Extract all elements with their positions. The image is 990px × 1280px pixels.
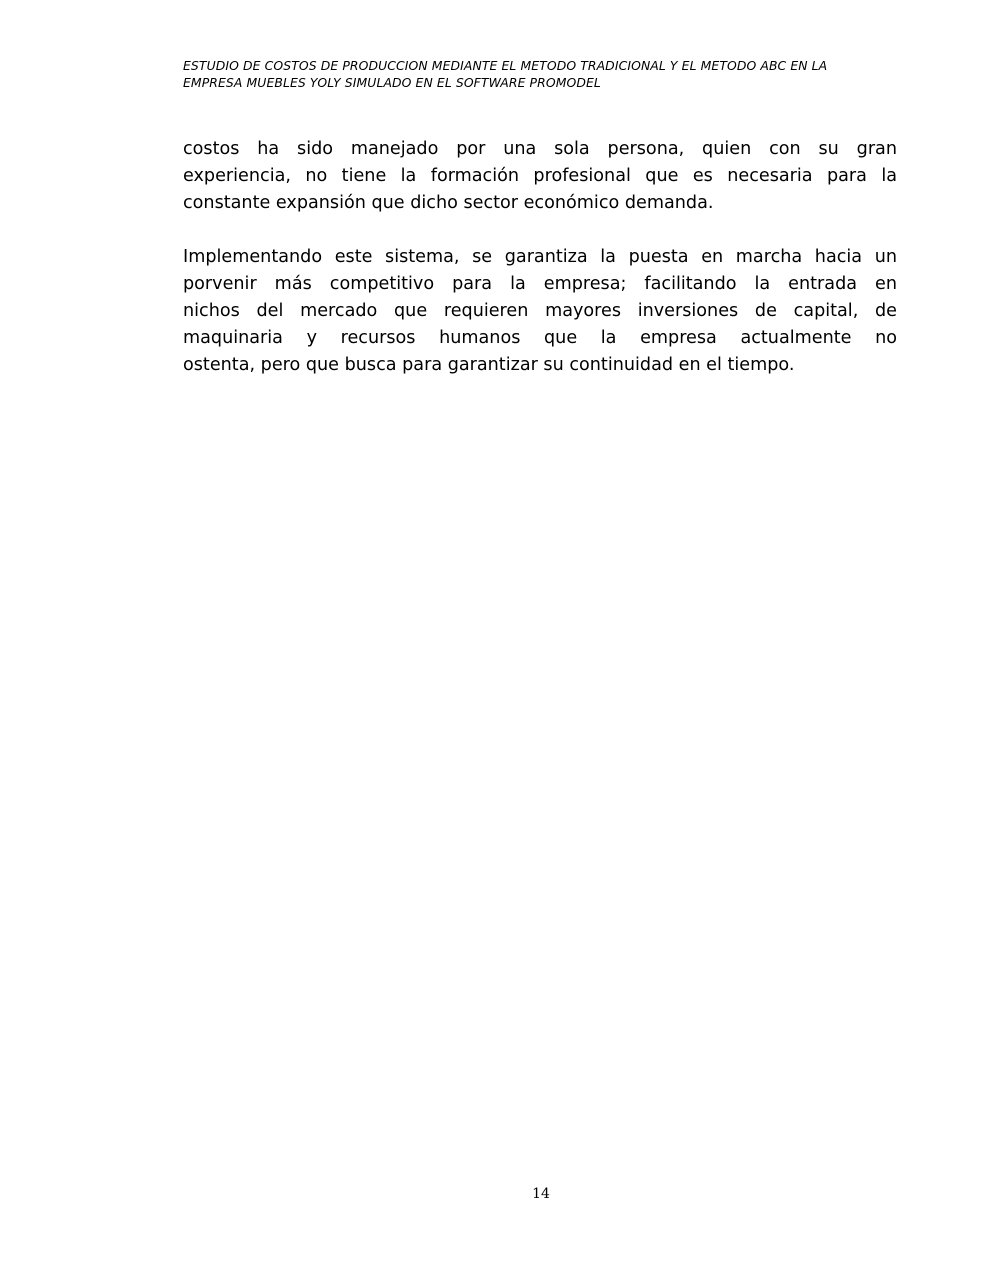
- paragraph-2: [183, 244, 897, 379]
- running-header: [183, 57, 883, 91]
- page-number: 14: [532, 1186, 550, 1202]
- header-line-1: ESTUDIO DE COSTOS DE PRODUCCION MEDIANTE EL METODO TRADICIONAL Y EL METODO ABC EN LA: [183, 58, 828, 73]
- text-line: experiencia, no tiene la formación profesional que es necesaria para la: [183, 166, 897, 186]
- text-line: costos ha sido manejado por una sola persona, quien con su gran: [183, 139, 897, 159]
- body-text: [183, 136, 897, 379]
- paragraph-1: [183, 136, 897, 217]
- text-line: constante expansión que dicho sector económico demanda.: [183, 193, 714, 213]
- header-line-2: EMPRESA MUEBLES YOLY SIMULADO EN EL SOFTWARE PROMODEL: [183, 75, 601, 90]
- text-line: nichos del mercado que requieren mayores inversiones de capital, de: [183, 301, 897, 321]
- text-line: Implementando este sistema, se garantiza la puesta en marcha hacia un: [183, 247, 897, 267]
- text-line: maquinaria y recursos humanos que la empresa actualmente no: [183, 328, 897, 348]
- text-line: porvenir más competitivo para la empresa; facilitando la entrada en: [183, 274, 897, 294]
- text-line: ostenta, pero que busca para garantizar su continuidad en el tiempo.: [183, 355, 795, 375]
